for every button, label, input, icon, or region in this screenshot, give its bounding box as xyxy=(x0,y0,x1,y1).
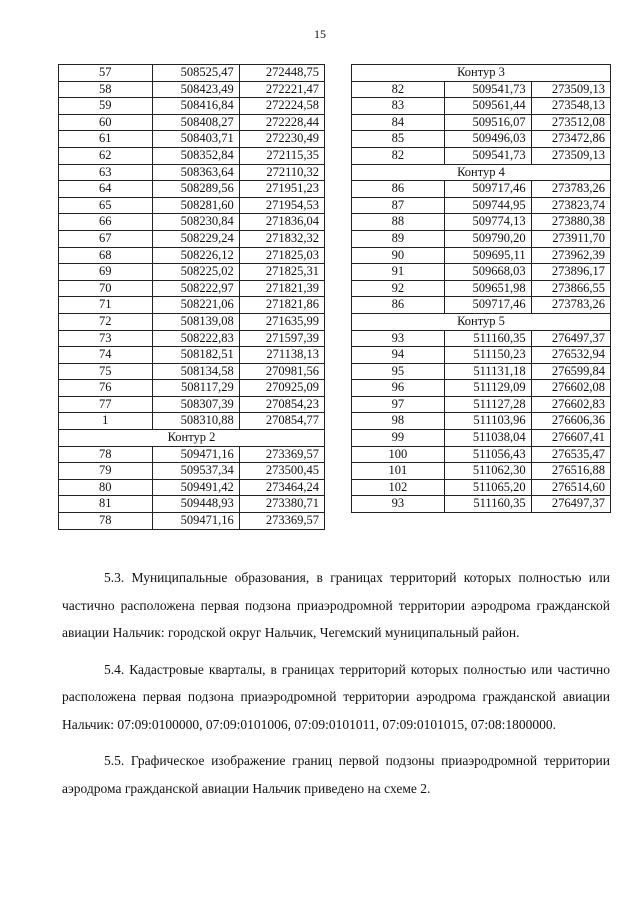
coordinate-y: 271954,53 xyxy=(239,197,324,214)
table-row xyxy=(59,496,325,513)
coordinate-y: 271951,23 xyxy=(239,181,324,198)
point-number: 88 xyxy=(352,214,445,231)
coordinate-y: 273866,55 xyxy=(531,280,610,297)
coordinate-x: 508307,39 xyxy=(152,396,239,413)
coordinate-y: 273823,74 xyxy=(531,197,610,214)
coordinate-y: 273896,17 xyxy=(531,264,610,281)
contour-header-row xyxy=(59,430,325,447)
coordinate-x: 508225,02 xyxy=(152,264,239,281)
table-row xyxy=(59,98,325,115)
coordinate-y: 276497,37 xyxy=(531,496,610,513)
coordinate-x: 508222,97 xyxy=(152,280,239,297)
coordinate-y: 272221,47 xyxy=(239,81,324,98)
coordinate-x: 509541,73 xyxy=(444,81,531,98)
coordinate-x: 508139,08 xyxy=(152,313,239,330)
coordinate-y: 271138,13 xyxy=(239,347,324,364)
contour-header: Контур 5 xyxy=(352,313,611,330)
coordinate-y: 276514,60 xyxy=(531,479,610,496)
coordinate-y: 273783,26 xyxy=(531,297,610,314)
coordinate-x: 508423,49 xyxy=(152,81,239,98)
coordinate-x: 508226,12 xyxy=(152,247,239,264)
coordinate-y: 273783,26 xyxy=(531,181,610,198)
coordinate-x: 508408,27 xyxy=(152,114,239,131)
coordinates-table-left xyxy=(58,64,325,530)
coordinate-y: 273464,24 xyxy=(239,479,324,496)
coordinate-x: 508117,29 xyxy=(152,380,239,397)
coordinates-table-right xyxy=(351,64,611,513)
coordinate-y: 272230,49 xyxy=(239,131,324,148)
coordinate-y: 276606,36 xyxy=(531,413,610,430)
coordinate-x: 508221,06 xyxy=(152,297,239,314)
coordinate-x: 509491,42 xyxy=(152,479,239,496)
point-number: 95 xyxy=(352,363,445,380)
point-number: 84 xyxy=(352,114,445,131)
table-row xyxy=(352,446,611,463)
point-number: 70 xyxy=(59,280,153,297)
point-number: 93 xyxy=(352,496,445,513)
coordinate-x: 508222,83 xyxy=(152,330,239,347)
point-number: 67 xyxy=(59,230,153,247)
point-number: 66 xyxy=(59,214,153,231)
point-number: 74 xyxy=(59,347,153,364)
coordinate-y: 272228,44 xyxy=(239,114,324,131)
paragraph-5-4: 5.4. Кадастровые кварталы, в границах территорий которых полностью или частично расположена первая подзона приаэродромной территории аэродрома гражданской авиации Нальчик: 07:09:0100000, 07:09:0101006, 07:09:0101011, 07:09:0101015, 07:08:1800000. xyxy=(62,661,610,732)
contour-header: Контур 3 xyxy=(352,65,611,82)
table-row xyxy=(352,463,611,480)
table-row xyxy=(352,297,611,314)
table-row xyxy=(59,164,325,181)
coordinate-x: 508229,24 xyxy=(152,230,239,247)
contour-header-row xyxy=(352,164,611,181)
table-row xyxy=(59,280,325,297)
table-row xyxy=(59,264,325,281)
point-number: 57 xyxy=(59,65,153,82)
table-row xyxy=(352,363,611,380)
point-number: 62 xyxy=(59,147,153,164)
coordinate-y: 270981,56 xyxy=(239,363,324,380)
table-row xyxy=(59,147,325,164)
coordinate-x: 509561,44 xyxy=(444,98,531,115)
coordinate-y: 272448,75 xyxy=(239,65,324,82)
table-row xyxy=(59,347,325,364)
point-number: 87 xyxy=(352,197,445,214)
table-row xyxy=(59,330,325,347)
coordinate-y: 273380,71 xyxy=(239,496,324,513)
table-row xyxy=(352,430,611,447)
table-row xyxy=(352,81,611,98)
coordinate-y: 273509,13 xyxy=(531,147,610,164)
point-number: 73 xyxy=(59,330,153,347)
coordinate-x: 509537,34 xyxy=(152,463,239,480)
point-number: 58 xyxy=(59,81,153,98)
table-row xyxy=(59,463,325,480)
table-row xyxy=(59,131,325,148)
table-row xyxy=(352,330,611,347)
document-text xyxy=(62,564,610,811)
table-row xyxy=(59,513,325,530)
table-row xyxy=(352,214,611,231)
point-number: 68 xyxy=(59,247,153,264)
point-number: 90 xyxy=(352,247,445,264)
coordinate-y: 271825,31 xyxy=(239,264,324,281)
coordinate-x: 508525,47 xyxy=(152,65,239,82)
coordinate-x: 511150,23 xyxy=(444,347,531,364)
coordinate-x: 511056,43 xyxy=(444,446,531,463)
point-number: 85 xyxy=(352,131,445,148)
table-row xyxy=(352,396,611,413)
coordinate-y: 276602,08 xyxy=(531,380,610,397)
point-number: 98 xyxy=(352,413,445,430)
point-number: 93 xyxy=(352,330,445,347)
table-row xyxy=(352,98,611,115)
coordinate-y: 271836,04 xyxy=(239,214,324,231)
coordinate-y: 276532,94 xyxy=(531,347,610,364)
point-number: 64 xyxy=(59,181,153,198)
point-number: 63 xyxy=(59,164,153,181)
coordinate-y: 273369,57 xyxy=(239,513,324,530)
table-row xyxy=(352,479,611,496)
coordinate-y: 271821,86 xyxy=(239,297,324,314)
coordinate-x: 508363,64 xyxy=(152,164,239,181)
point-number: 69 xyxy=(59,264,153,281)
coordinate-x: 508289,56 xyxy=(152,181,239,198)
point-number: 77 xyxy=(59,396,153,413)
coordinate-y: 273472,86 xyxy=(531,131,610,148)
table-row xyxy=(59,396,325,413)
table-row xyxy=(352,280,611,297)
table-row xyxy=(59,297,325,314)
point-number: 75 xyxy=(59,363,153,380)
coordinate-y: 273962,39 xyxy=(531,247,610,264)
coordinate-y: 270925,09 xyxy=(239,380,324,397)
table-row xyxy=(59,197,325,214)
point-number: 78 xyxy=(59,446,153,463)
coordinate-x: 511160,35 xyxy=(444,330,531,347)
coordinate-x: 509541,73 xyxy=(444,147,531,164)
point-number: 72 xyxy=(59,313,153,330)
coordinate-x: 508310,88 xyxy=(152,413,239,430)
coordinate-y: 273509,13 xyxy=(531,81,610,98)
coordinate-x: 509695,11 xyxy=(444,247,531,264)
point-number: 80 xyxy=(59,479,153,496)
coordinate-y: 273880,38 xyxy=(531,214,610,231)
table-row xyxy=(352,197,611,214)
table-row xyxy=(352,347,611,364)
table-row xyxy=(59,446,325,463)
paragraph-5-5: 5.5. Графическое изображение границ первой подзоны приаэродромной территории аэродрома гражданской авиации Нальчик приведено на схеме 2. xyxy=(62,753,610,796)
coordinate-x: 509717,46 xyxy=(444,181,531,198)
coordinate-y: 272110,32 xyxy=(239,164,324,181)
point-number: 89 xyxy=(352,230,445,247)
coordinate-y: 272224,58 xyxy=(239,98,324,115)
point-number: 1 xyxy=(59,413,153,430)
coordinate-y: 273911,70 xyxy=(531,230,610,247)
point-number: 102 xyxy=(352,479,445,496)
coordinate-x: 508403,71 xyxy=(152,131,239,148)
point-number: 92 xyxy=(352,280,445,297)
table-row xyxy=(59,114,325,131)
coordinate-x: 509717,46 xyxy=(444,297,531,314)
contour-header: Контур 2 xyxy=(59,430,325,447)
coordinate-y: 276516,88 xyxy=(531,463,610,480)
table-row xyxy=(352,496,611,513)
table-row xyxy=(59,413,325,430)
contour-header-row xyxy=(352,65,611,82)
coordinate-y: 273369,57 xyxy=(239,446,324,463)
coordinate-x: 509496,03 xyxy=(444,131,531,148)
coordinate-y: 276607,41 xyxy=(531,430,610,447)
coordinate-y: 276535,47 xyxy=(531,446,610,463)
table-row xyxy=(352,264,611,281)
coordinate-x: 509790,20 xyxy=(444,230,531,247)
point-number: 83 xyxy=(352,98,445,115)
point-number: 91 xyxy=(352,264,445,281)
point-number: 81 xyxy=(59,496,153,513)
coordinate-y: 273512,08 xyxy=(531,114,610,131)
point-number: 82 xyxy=(352,147,445,164)
table-row xyxy=(352,247,611,264)
coordinate-x: 511131,18 xyxy=(444,363,531,380)
coordinate-x: 511160,35 xyxy=(444,496,531,513)
coordinate-x: 509744,95 xyxy=(444,197,531,214)
coordinate-y: 276602,83 xyxy=(531,396,610,413)
coordinate-y: 276599,84 xyxy=(531,363,610,380)
point-number: 76 xyxy=(59,380,153,397)
point-number: 65 xyxy=(59,197,153,214)
point-number: 86 xyxy=(352,297,445,314)
page-number: 15 xyxy=(314,27,326,41)
coordinate-x: 508352,84 xyxy=(152,147,239,164)
coordinate-x: 511127,28 xyxy=(444,396,531,413)
coordinate-y: 273500,45 xyxy=(239,463,324,480)
point-number: 99 xyxy=(352,430,445,447)
coordinate-y: 271597,39 xyxy=(239,330,324,347)
contour-header-row xyxy=(352,313,611,330)
table-row xyxy=(59,363,325,380)
coordinate-y: 271832,32 xyxy=(239,230,324,247)
coordinate-y: 273548,13 xyxy=(531,98,610,115)
table-row xyxy=(59,81,325,98)
coordinate-x: 508182,51 xyxy=(152,347,239,364)
coordinate-y: 270854,77 xyxy=(239,413,324,430)
point-number: 61 xyxy=(59,131,153,148)
coordinate-x: 509471,16 xyxy=(152,446,239,463)
point-number: 96 xyxy=(352,380,445,397)
point-number: 94 xyxy=(352,347,445,364)
table-row xyxy=(59,247,325,264)
table-row xyxy=(352,181,611,198)
table-row xyxy=(352,114,611,131)
point-number: 82 xyxy=(352,81,445,98)
table-row xyxy=(352,230,611,247)
table-row xyxy=(352,147,611,164)
coordinate-x: 508416,84 xyxy=(152,98,239,115)
coordinate-y: 276497,37 xyxy=(531,330,610,347)
point-number: 97 xyxy=(352,396,445,413)
table-row xyxy=(59,230,325,247)
table-row xyxy=(59,181,325,198)
coordinate-x: 509516,07 xyxy=(444,114,531,131)
point-number: 60 xyxy=(59,114,153,131)
paragraph-5-3: 5.3. Муниципальные образования, в границах территорий которых полностью или частично расположена первая подзона приаэродромной территории аэродрома гражданской авиации Нальчик: городской округ Нальчик, Чегемский муниципальный район. xyxy=(62,570,610,640)
coordinate-y: 271635,99 xyxy=(239,313,324,330)
coordinate-x: 509774,13 xyxy=(444,214,531,231)
coordinate-x: 509668,03 xyxy=(444,264,531,281)
table-row xyxy=(352,413,611,430)
table-row xyxy=(59,380,325,397)
point-number: 100 xyxy=(352,446,445,463)
coordinate-y: 271825,03 xyxy=(239,247,324,264)
coordinate-x: 511129,09 xyxy=(444,380,531,397)
table-row xyxy=(59,65,325,82)
table-row xyxy=(352,380,611,397)
coordinate-y: 270854,23 xyxy=(239,396,324,413)
coordinate-x: 511062,30 xyxy=(444,463,531,480)
coordinate-x: 511103,96 xyxy=(444,413,531,430)
point-number: 71 xyxy=(59,297,153,314)
coordinate-y: 272115,35 xyxy=(239,147,324,164)
point-number: 79 xyxy=(59,463,153,480)
coordinate-x: 509448,93 xyxy=(152,496,239,513)
table-row xyxy=(59,313,325,330)
coordinate-x: 509651,98 xyxy=(444,280,531,297)
contour-header: Контур 4 xyxy=(352,164,611,181)
coordinate-x: 508134,58 xyxy=(152,363,239,380)
table-row xyxy=(352,131,611,148)
point-number: 78 xyxy=(59,513,153,530)
point-number: 101 xyxy=(352,463,445,480)
coordinate-x: 511065,20 xyxy=(444,479,531,496)
coordinate-x: 509471,16 xyxy=(152,513,239,530)
coordinate-y: 271821,39 xyxy=(239,280,324,297)
point-number: 59 xyxy=(59,98,153,115)
coordinate-x: 508230,84 xyxy=(152,214,239,231)
coordinate-x: 508281,60 xyxy=(152,197,239,214)
coordinate-x: 511038,04 xyxy=(444,430,531,447)
point-number: 86 xyxy=(352,181,445,198)
table-row xyxy=(59,479,325,496)
table-row xyxy=(59,214,325,231)
